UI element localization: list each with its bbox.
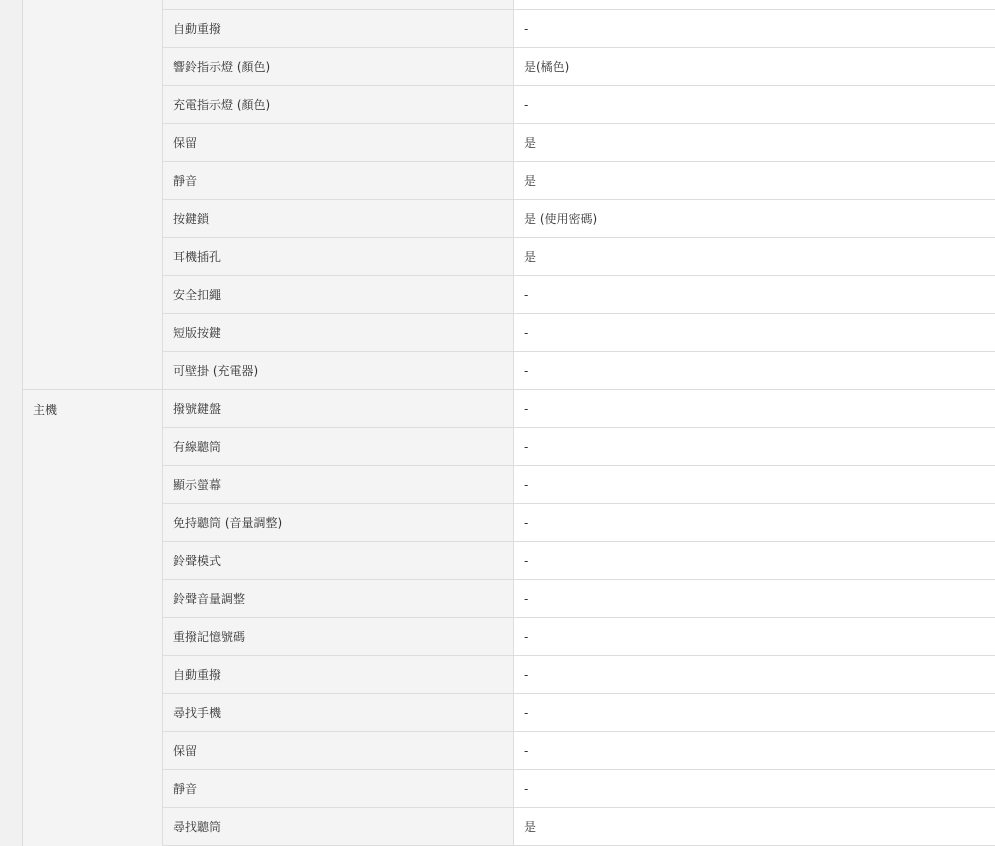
spec-row bbox=[23, 808, 995, 846]
spec-row bbox=[23, 732, 995, 770]
feature-value: - bbox=[514, 390, 995, 428]
feature-name: 安全扣繩 bbox=[163, 276, 514, 314]
feature-name: 按鍵鎖 bbox=[163, 200, 514, 238]
spec-row bbox=[23, 314, 995, 352]
spec-row bbox=[23, 162, 995, 200]
spec-row bbox=[23, 618, 995, 656]
feature-value: - bbox=[514, 276, 995, 314]
feature-value: - bbox=[514, 618, 995, 656]
spec-row bbox=[23, 466, 995, 504]
spec-row bbox=[23, 770, 995, 808]
feature-name: 可壁掛 (充電器) bbox=[163, 352, 514, 390]
feature-name: 撥號鍵盤 bbox=[163, 390, 514, 428]
spec-row bbox=[23, 352, 995, 390]
spec-row bbox=[23, 542, 995, 580]
feature-value: - bbox=[514, 10, 995, 48]
feature-value: - bbox=[514, 86, 995, 124]
feature-value: 是 (使用密碼) bbox=[514, 200, 995, 238]
feature-value: - bbox=[514, 656, 995, 694]
feature-value: - bbox=[514, 352, 995, 390]
feature-value: - bbox=[514, 542, 995, 580]
spec-row bbox=[23, 390, 995, 428]
spec-row bbox=[23, 276, 995, 314]
spec-row bbox=[23, 656, 995, 694]
spec-row bbox=[23, 580, 995, 618]
feature-name: 鈴聲音量調整 bbox=[163, 580, 514, 618]
spec-row bbox=[23, 0, 995, 10]
feature-name: 充電指示燈 (顏色) bbox=[163, 86, 514, 124]
feature-name: 自動重撥 bbox=[163, 10, 514, 48]
feature-value: - bbox=[514, 770, 995, 808]
feature-value: - bbox=[514, 314, 995, 352]
feature-name: 短版按鍵 bbox=[163, 314, 514, 352]
feature-name: 尋找聽筒 bbox=[163, 808, 514, 846]
feature-name: 靜音 bbox=[163, 770, 514, 808]
feature-name: 尋找手機 bbox=[163, 694, 514, 732]
feature-value: 是(橘色) bbox=[514, 48, 995, 86]
feature-value bbox=[514, 0, 995, 10]
feature-name: 保留 bbox=[163, 732, 514, 770]
spec-row bbox=[23, 428, 995, 466]
feature-name: 鈴聲模式 bbox=[163, 542, 514, 580]
feature-name bbox=[163, 0, 514, 10]
feature-value: - bbox=[514, 732, 995, 770]
spec-row bbox=[23, 124, 995, 162]
feature-value: - bbox=[514, 428, 995, 466]
section-label: 主機 bbox=[23, 390, 163, 846]
feature-name: 響鈴指示燈 (顏色) bbox=[163, 48, 514, 86]
feature-value: - bbox=[514, 466, 995, 504]
feature-value: 是 bbox=[514, 238, 995, 276]
feature-value: - bbox=[514, 694, 995, 732]
spec-row bbox=[23, 694, 995, 732]
spec-table bbox=[22, 0, 995, 846]
spec-row bbox=[23, 200, 995, 238]
feature-name: 重撥記憶號碼 bbox=[163, 618, 514, 656]
spec-row bbox=[23, 86, 995, 124]
feature-name: 耳機插孔 bbox=[163, 238, 514, 276]
feature-name: 有線聽筒 bbox=[163, 428, 514, 466]
spec-row bbox=[23, 48, 995, 86]
spec-row bbox=[23, 504, 995, 542]
feature-name: 靜音 bbox=[163, 162, 514, 200]
feature-name: 自動重撥 bbox=[163, 656, 514, 694]
spec-row bbox=[23, 238, 995, 276]
feature-value: 是 bbox=[514, 162, 995, 200]
feature-value: - bbox=[514, 504, 995, 542]
feature-name: 保留 bbox=[163, 124, 514, 162]
spec-row bbox=[23, 10, 995, 48]
spec-table-body bbox=[23, 0, 995, 846]
feature-value: - bbox=[514, 580, 995, 618]
feature-value: 是 bbox=[514, 124, 995, 162]
feature-name: 免持聽筒 (音量調整) bbox=[163, 504, 514, 542]
section-label bbox=[23, 0, 163, 390]
feature-name: 顯示螢幕 bbox=[163, 466, 514, 504]
feature-value: 是 bbox=[514, 808, 995, 846]
